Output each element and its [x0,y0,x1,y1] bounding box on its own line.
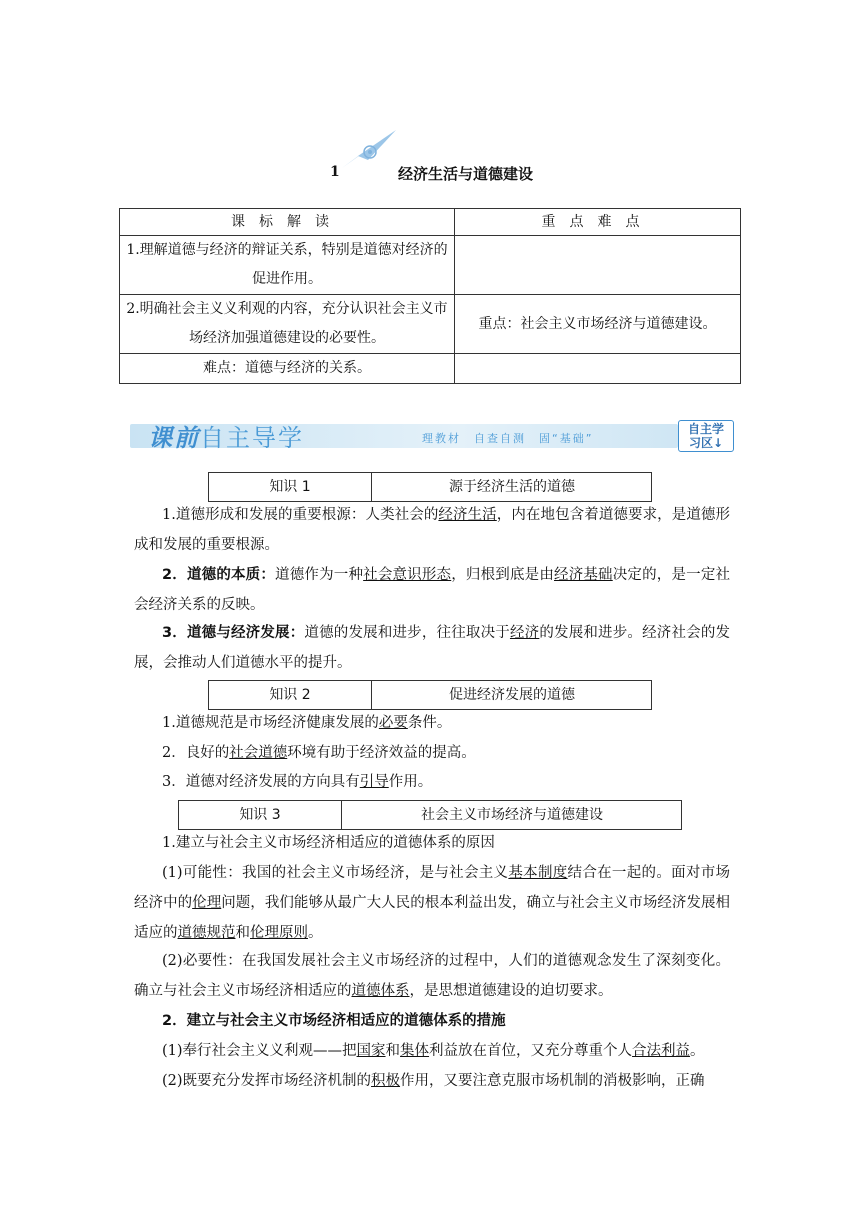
table-cell: 重点：社会主义市场经济与道德建设。 [455,295,741,354]
k3-paragraph-1: 1.建立与社会主义市场经济相适应的道德体系的原因 [162,835,495,851]
knowledge-3-box [178,800,682,830]
down-arrow-icon: ↓ [712,436,724,450]
tag-line2: 习区 [688,436,713,450]
lesson-title-row [0,160,860,184]
k2-paragraph-2: 2．良好的社会道德环境有助于经济效益的提高。 [162,745,476,761]
knowledge-label: 知识 3 [179,801,342,829]
banner-heading-part1: 课前 [148,424,200,452]
k1-paragraph-3: 3．道德与经济发展：道德的发展和进步，往往取决于经济的发展和进步。经济社会的发展，会推动人们道德水平的提升。 [134,625,731,671]
lesson-number: 1 [330,164,340,180]
k2-paragraph-1: 1.道德规范是市场经济健康发展的必要条件。 [162,715,452,731]
k1-paragraph-2: 2．道德的本质：道德作为一种社会意识形态，归根到底是由经济基础决定的，是一定社会经济关系的反映。 [134,567,731,613]
banner-heading-part2: 自主导学 [200,424,304,452]
k3-paragraph-2: (1)可能性：我国的社会主义市场经济，是与社会主义基本制度结合在一起的。面对市场经济中的伦理问题，我们能够从最广大人民的根本利益出发，确立与社会主义市场经济发展相适应的道德规范和伦理原则。 [134,865,731,941]
k3-paragraph-6: (2)既要充分发挥市场经济机制的积极作用，又要注意克服市场机制的消极影响，正确 [162,1073,705,1089]
knowledge-title: 社会主义市场经济与道德建设 [421,807,603,823]
banner-subtitle: 理教材 自查自测 固“基础” [422,432,594,445]
knowledge-label: 知识 2 [209,681,372,709]
table-cell-empty [455,354,741,384]
table-cell: 1.理解道德与经济的辩证关系，特别是道德对经济的促进作用。 [120,236,455,295]
knowledge-title: 促进经济发展的道德 [449,687,575,703]
table-cell: 2.明确社会主义义利观的内容，充分认识社会主义市场经济加强道德建设的必要性。 [120,295,455,354]
lesson-title: 经济生活与道德建设 [398,165,534,183]
k3-paragraph-3: (2)必要性：在我国发展社会主义市场经济的过程中，人们的道德观念发生了深刻变化。确立与社会主义市场经济相适应的道德体系，是思想道德建设的迫切要求。 [134,953,730,999]
banner-heading [148,418,304,453]
k3-paragraph-4: 2．建立与社会主义市场经济相适应的道德体系的措施 [162,1013,506,1029]
k2-paragraph-3: 3．道德对经济发展的方向具有引导作用。 [162,774,433,790]
k3-paragraph-5: (1)奉行社会主义义利观——把国家和集体利益放在首位，又充分尊重个人合法利益。 [162,1043,705,1059]
paper-plane-icon [338,126,400,172]
self-study-tag [678,420,734,452]
tag-line1: 自主学 [687,422,724,436]
table-cell-empty [455,236,741,295]
standards-table [119,208,741,384]
section-banner [130,418,738,454]
knowledge-1-box [208,472,652,502]
knowledge-label: 知识 1 [209,473,372,501]
k1-paragraph-1: 1.道德形成和发展的重要根源：人类社会的经济生活，内在地包含着道德要求，是道德形成和发展的重要根源。 [134,507,731,553]
knowledge-title: 源于经济生活的道德 [449,479,575,495]
table-cell: 难点：道德与经济的关系。 [120,354,455,384]
table-header-standards: 课标解读 [120,209,455,236]
knowledge-2-box [208,680,652,710]
table-header-key-points: 重点难点 [455,209,741,236]
